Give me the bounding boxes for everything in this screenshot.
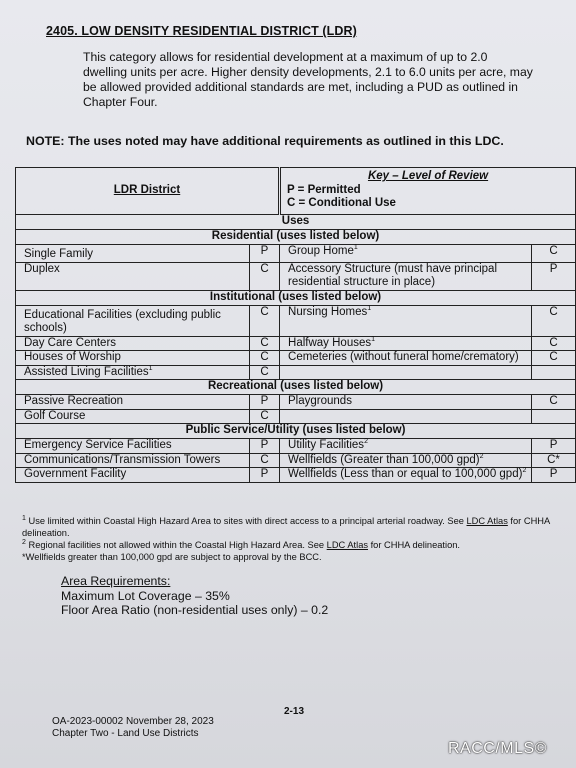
footer-line: Chapter Two - Land Use Districts — [52, 728, 199, 739]
review-code: C — [250, 351, 280, 366]
table-row — [16, 305, 576, 336]
section-residential: Residential (uses listed below) — [16, 230, 576, 245]
use-name: Duplex — [16, 262, 250, 290]
area-line: Floor Area Ratio (non-residential uses only) – 0.2 — [61, 603, 329, 617]
review-code: P — [250, 395, 280, 410]
review-code: P — [532, 262, 576, 290]
section-institutional: Institutional (uses listed below) — [16, 290, 576, 305]
use-name: Wellfields (Greater than 100,000 gpd)$^2$ — [280, 453, 532, 468]
key-conditional: C = Conditional Use — [287, 197, 396, 209]
use-name: Communications/Transmission Towers — [16, 453, 250, 468]
use-name: Wellfields (Less than or equal to 100,000 gpd)$^2$ — [280, 468, 532, 483]
use-name: Playgrounds — [280, 395, 532, 410]
watermark: RACC/MLS© — [448, 740, 547, 757]
footnote-2: $^2$ Regional facilities not allowed within the Coastal High Hazard Area. See LDC Atlas for CHHA delineation. — [22, 538, 460, 550]
footnotes — [22, 515, 567, 563]
note-text: NOTE: The uses noted may have additional requirements as outlined in this LDC. — [26, 134, 504, 148]
table-header-row — [16, 168, 576, 215]
uses-table — [15, 167, 575, 483]
review-code: C — [532, 245, 576, 263]
use-name: Nursing Homes$^1$ — [280, 305, 532, 336]
use-name: Day Care Centers — [16, 336, 250, 351]
review-code: C — [250, 336, 280, 351]
review-code: C — [250, 409, 280, 424]
table-row — [16, 395, 576, 410]
review-code: P — [250, 245, 280, 263]
review-code: C — [532, 336, 576, 351]
table-row — [16, 468, 576, 483]
review-code: P — [532, 439, 576, 454]
review-code — [532, 365, 576, 380]
use-name: Houses of Worship — [16, 351, 250, 366]
use-name: Passive Recreation — [16, 395, 250, 410]
review-code: P — [532, 468, 576, 483]
page-footer — [52, 716, 214, 740]
use-name: Educational Facilities (excluding public schools) — [16, 305, 250, 336]
table-row — [16, 351, 576, 366]
area-requirements — [61, 574, 328, 618]
area-line: Maximum Lot Coverage – 35% — [61, 588, 230, 603]
ldc-atlas-link[interactable]: LDC Atlas — [326, 540, 369, 550]
area-title: Area Requirements: — [61, 574, 171, 588]
table-row — [16, 336, 576, 351]
footer-line: OA-2023-00002 November 28, 2023 — [52, 716, 214, 727]
key-title: Key – Level of Review — [367, 170, 489, 182]
section-recreational: Recreational (uses listed below) — [16, 380, 576, 395]
review-code: C — [250, 305, 280, 336]
section-heading: 2405. LOW DENSITY RESIDENTIAL DISTRICT (LDR) — [46, 24, 357, 38]
use-name: Utility Facilities$^2$ — [280, 439, 532, 454]
use-name: Golf Course — [16, 409, 250, 424]
footnote-3: *Wellfields greater than 100,000 gpd are subject to approval by the BCC. — [22, 552, 322, 562]
table-row — [16, 439, 576, 454]
table-row — [16, 365, 576, 380]
intro-paragraph: This category allows for residential development at a maximum of up to 2.0 dwelling units per acre. Higher density developments, 2.1 to 6.0 units per acre, may be allowed provided additional standards are met, including a PUD as outlined in Chapter Four. — [83, 50, 533, 109]
use-name: Accessory Structure (must have principal residential structure in place) — [280, 262, 532, 290]
table-row — [16, 245, 576, 263]
district-label: LDR District — [16, 168, 280, 215]
use-name: Group Home$^1$ — [280, 245, 532, 263]
review-code: C* — [532, 453, 576, 468]
key-permitted: P = Permitted — [287, 183, 361, 196]
ldc-atlas-link[interactable]: LDC Atlas — [466, 516, 508, 526]
table-row — [16, 262, 576, 290]
use-name — [280, 409, 532, 424]
page-number: 2-13 — [284, 706, 305, 717]
use-name: Halfway Houses$^1$ — [280, 336, 532, 351]
review-code: C — [250, 453, 280, 468]
review-code: C — [532, 305, 576, 336]
use-name: Assisted Living Facilities$^1$ — [16, 365, 250, 380]
review-code — [532, 409, 576, 424]
review-code: C — [250, 365, 280, 380]
review-code: C — [532, 395, 576, 410]
use-name: Cemeteries (without funeral home/crematory) — [280, 351, 532, 366]
review-key — [280, 168, 576, 215]
use-name: Emergency Service Facilities — [16, 439, 250, 454]
review-code: C — [250, 262, 280, 290]
review-code: P — [250, 468, 280, 483]
section-public-service: Public Service/Utility (uses listed below) — [16, 424, 576, 439]
review-code: P — [250, 439, 280, 454]
footnote-1: $^1$ Use limited within Coastal High Hazard Area to sites with direct access to a principal arterial roadway. See LDC Atlas for CHHA delineation. — [22, 514, 550, 538]
table-row — [16, 453, 576, 468]
use-name: Single Family — [16, 245, 250, 263]
review-code: C — [532, 351, 576, 366]
uses-label: Uses — [16, 215, 576, 230]
use-name: Government Facility — [16, 468, 250, 483]
use-name — [280, 365, 532, 380]
table-row — [16, 409, 576, 424]
